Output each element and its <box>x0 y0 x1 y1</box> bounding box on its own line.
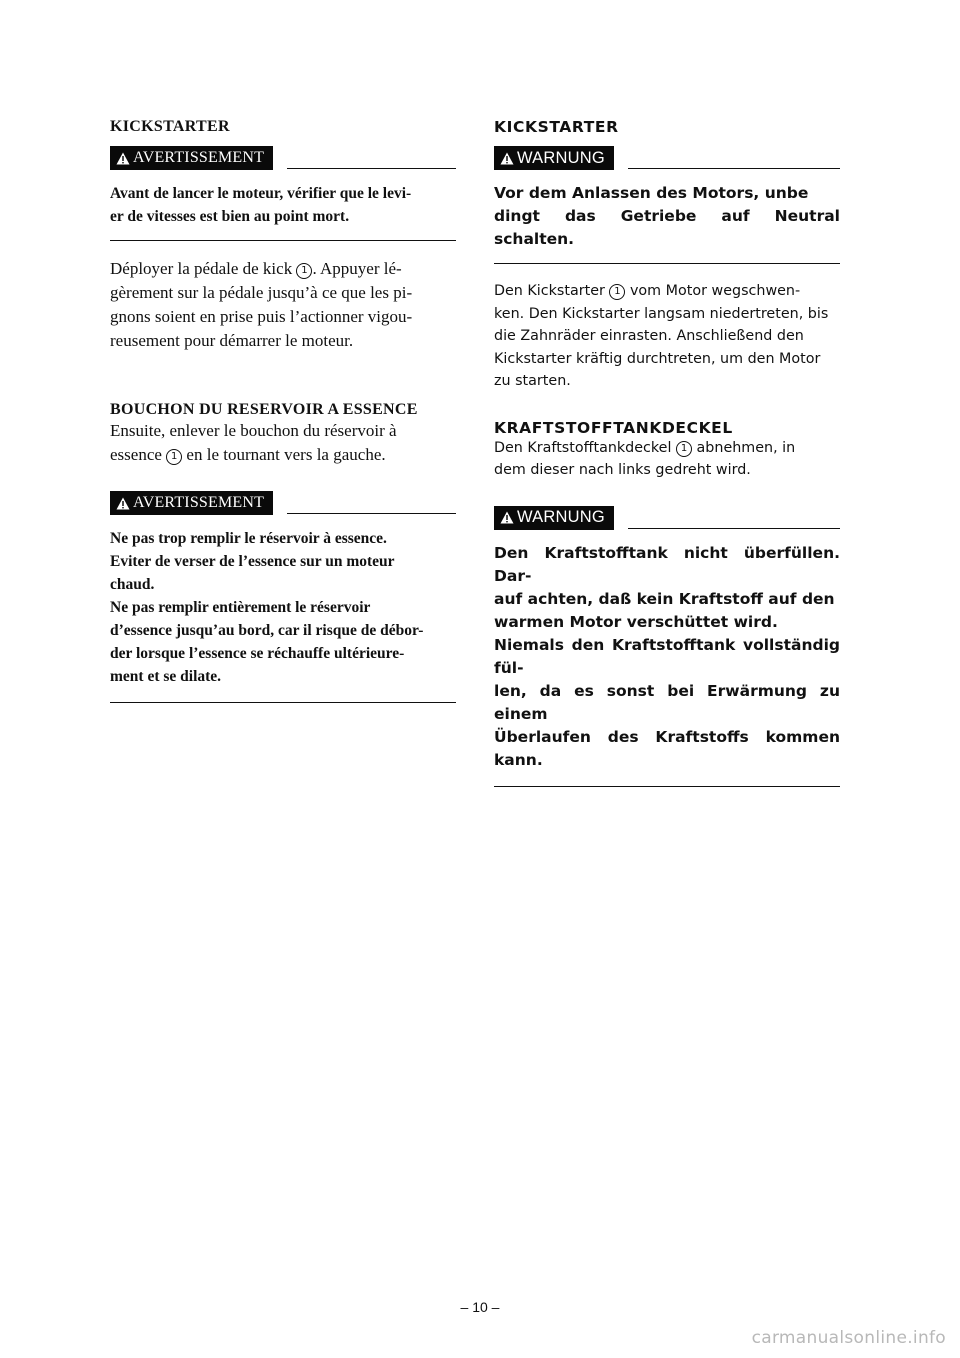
french-column <box>110 118 456 703</box>
callout-number: 1 <box>166 449 182 465</box>
text-line: Vor dem Anlassen des Motors, unbe <box>494 184 809 202</box>
text-line: Eviter de verser de l’essence sur un moteur <box>110 553 395 570</box>
kickstarter-body-fr <box>110 257 456 353</box>
callout-number: 1 <box>296 263 312 279</box>
text-line: Ne pas trop remplir le réservoir à essence. <box>110 530 387 547</box>
text-line: ment et se dilate. <box>110 668 222 685</box>
german-column <box>494 118 840 787</box>
watermark: carmanualsonline.info <box>751 1328 946 1348</box>
text-line: gnons soient en prise puis l’actionner vigou- <box>110 307 413 326</box>
divider <box>628 168 840 169</box>
warning-badge <box>494 146 614 170</box>
warning-label: WARNUNG <box>517 148 605 167</box>
text-line: essence 1 en le tournant vers la gauche. <box>110 445 386 464</box>
text-line: gèrement sur la pédale jusqu’à ce que les pi- <box>110 283 413 302</box>
text-line: ken. Den Kickstarter langsam niedertreten, bis <box>494 305 829 322</box>
warning-text-de-2 <box>494 542 840 772</box>
divider <box>110 240 456 241</box>
page-number: – 10 – <box>460 1299 500 1315</box>
text-line: er de vitesses est bien au point mort. <box>110 208 350 225</box>
text-line: dingt das Getriebe auf Neutral schalten. <box>494 207 840 248</box>
divider <box>494 263 840 264</box>
warning-label: AVERTISSEMENT <box>133 494 265 511</box>
warning-label: AVERTISSEMENT <box>133 149 265 166</box>
text-line: der lorsque l’essence se réchauffe ultérieure- <box>110 645 405 662</box>
text-line: Den Kickstarter 1 vom Motor wegschwen- <box>494 283 801 299</box>
warning-label: WARNUNG <box>517 508 605 526</box>
text-line: Überlaufen des Kraftstoffs kommen kann. <box>494 727 840 769</box>
warning-banner-de-2 <box>494 504 840 530</box>
text-line: Kickstarter kräftig durchtreten, um den Motor <box>494 350 821 367</box>
divider <box>628 528 840 529</box>
divider <box>494 786 840 787</box>
text-line: Niemals den Kraftstofftank vollständig fül- <box>494 635 840 677</box>
text-line: dem dieser nach links gedreht wird. <box>494 462 751 478</box>
warning-badge <box>494 506 614 530</box>
warning-banner-fr-2 <box>110 489 456 515</box>
text-line: Ne pas remplir entièrement le réservoir <box>110 599 371 616</box>
text-line: Den Kraftstofftankdeckel 1 abnehmen, in <box>494 439 796 456</box>
kickstarter-body-de <box>494 280 840 393</box>
warning-badge <box>110 491 273 515</box>
text-line: len, da es sonst bei Erwärmung zu einem <box>494 681 840 723</box>
divider <box>287 168 456 169</box>
warning-triangle-icon <box>500 511 514 524</box>
fuel-cap-heading-de: KRAFTSTOFFTANKDECKEL <box>494 418 733 437</box>
fuel-cap-heading-fr: BOUCHON DU RESERVOIR A ESSENCE <box>110 401 418 418</box>
text-line: auf achten, daß kein Kraftstoff auf den <box>494 589 835 608</box>
kickstarter-heading-de: KICKSTARTER <box>494 118 619 136</box>
warning-text-de-1 <box>494 182 840 251</box>
divider <box>110 702 456 703</box>
warning-triangle-icon <box>500 152 514 165</box>
warning-triangle-icon <box>116 497 130 510</box>
text-line: Déployer la pédale de kick 1 . Appuyer lé- <box>110 259 402 278</box>
warning-text-fr-1 <box>110 182 456 228</box>
text-line: Avant de lancer le moteur, vérifier que le levi- <box>110 185 412 202</box>
warning-banner-fr-1 <box>110 144 456 170</box>
text-line: d’essence jusqu’au bord, car il risque de débor- <box>110 622 424 639</box>
text-line: die Zahnräder einrasten. Anschließend den <box>494 328 804 344</box>
divider <box>287 513 456 514</box>
text-line: Ensuite, enlever le bouchon du réservoir à <box>110 421 397 440</box>
kickstarter-heading-fr: KICKSTARTER <box>110 118 230 135</box>
fuel-cap-body-fr <box>110 419 456 467</box>
text-line: Den Kraftstofftank nicht überfüllen. Dar- <box>494 543 840 585</box>
text-line: zu starten. <box>494 373 571 389</box>
callout-number: 1 <box>609 284 625 300</box>
text-line: reusement pour démarrer le moteur. <box>110 331 354 350</box>
text-line: warmen Motor verschüttet wird. <box>494 612 778 631</box>
warning-triangle-icon <box>116 152 130 165</box>
fuel-cap-body-de <box>494 437 840 482</box>
warning-badge <box>110 146 273 170</box>
text-line: chaud. <box>110 576 155 593</box>
warning-banner-de-1 <box>494 144 840 170</box>
callout-number: 1 <box>676 441 692 457</box>
warning-text-fr-2 <box>110 527 456 688</box>
